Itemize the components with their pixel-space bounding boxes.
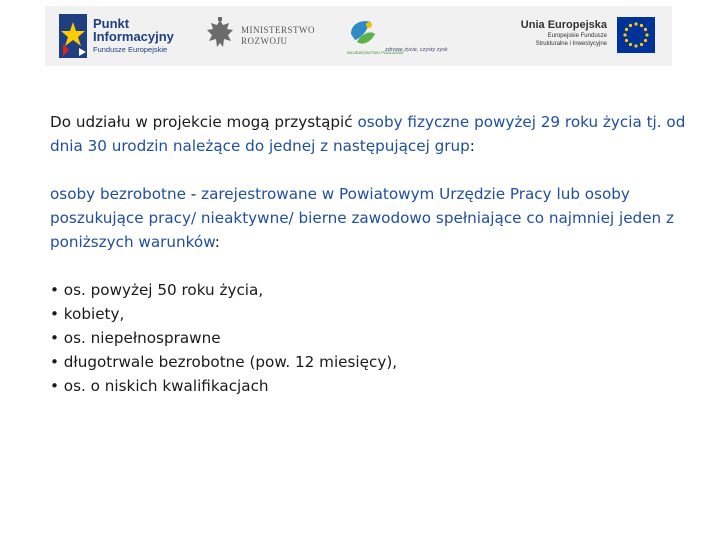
logo-bar [45,6,672,66]
ue-title: Unia Europejska [520,19,607,31]
criteria-heading: osoby bezrobotne [50,185,186,203]
list-item: • os. powyżej 50 roku życia, [50,281,264,299]
intro-paragraph [50,110,690,158]
eu-flag-icon [617,17,655,53]
unia-europejska-logo [495,6,665,66]
fundusze-europejskie-logo [59,6,199,66]
list-item: • os. o niskich kwalifikacjach [50,377,269,395]
criteria-dash: - [185,185,202,203]
list-item: • długotrwale bezrobotne (pow. 12 miesięcy), [50,353,398,371]
content [50,110,690,398]
podlaskie-leaf-icon [345,16,379,52]
ue-line-1: Europejskie Fundusze [547,33,607,39]
intro-text: Do udziału w projekcie mogą przystąpić [50,113,358,131]
podlaskie-name: WOJEWÓDZTWO PODLASKIE [347,50,404,55]
ue-line-2: Strukturalne i Inwestycyjne [535,41,607,47]
fundusze-title-1: Punkt [93,16,130,31]
ministerstwo-line-2: ROZWOJU [241,36,288,46]
wojewodztwo-podlaskie-logo [345,6,475,66]
criteria-paragraph [50,182,690,254]
list-item: • os. niepełnosprawne [50,329,221,347]
podlaskie-slogan: zdrowe życie, czysty zysk [385,47,448,53]
intro-colon: : [469,137,475,155]
fundusze-title-2: Informacyjny [93,29,174,44]
eagle-emblem-icon [205,17,235,53]
fundusze-subtitle: Fundusze Europejskie [93,45,168,54]
intro-highlight: osoby fizyczne powyżej 29 roku życia tj. od dnia 30 urodzin należące do jednej z następującej grup [50,113,686,155]
conditions-list [50,278,690,398]
criteria-colon: : [214,233,220,251]
ministerstwo-rozwoju-logo [205,6,317,66]
criteria-text: zarejestrowane w Powiatowym Urzędzie Pracy lub osoby poszukujące pracy/ nieaktywne/ bierne zawodowo spełniające co najmniej jeden z poniższych warunków [50,185,674,251]
fundusze-star-icon [59,14,87,58]
ministerstwo-line-1: MINISTERSTWO [241,25,315,35]
list-item: • kobiety, [50,305,125,323]
